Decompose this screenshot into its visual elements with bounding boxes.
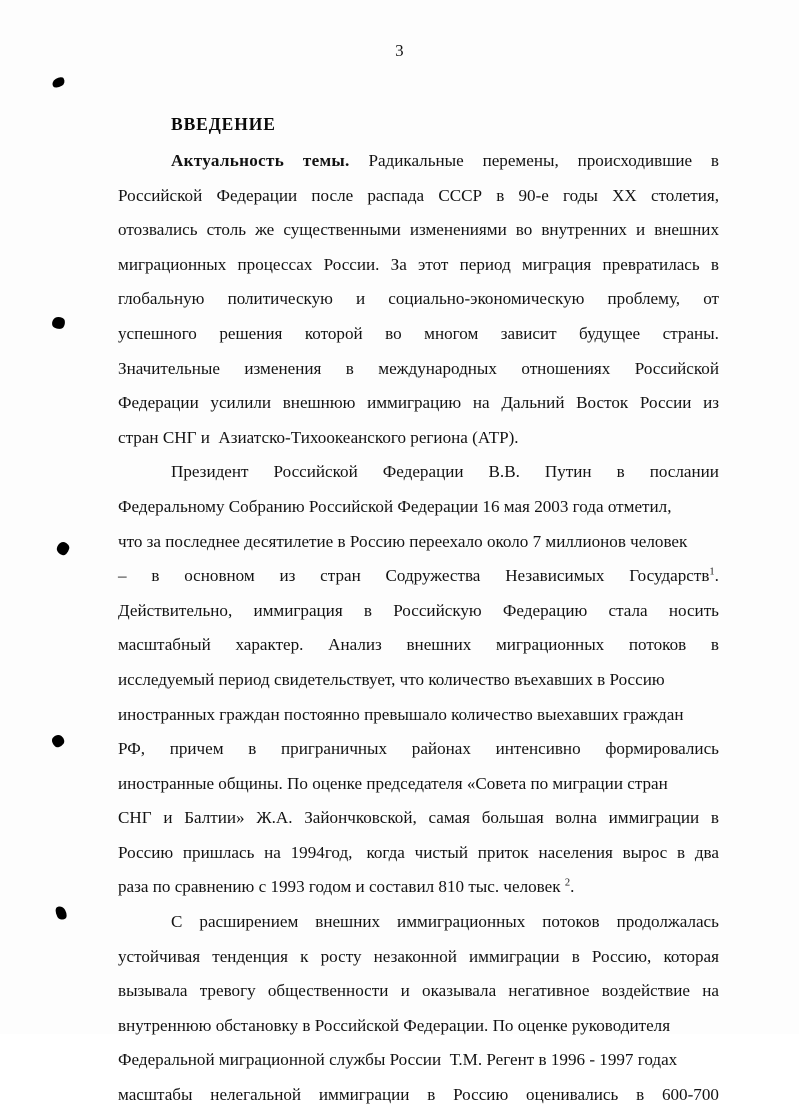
paragraph-2 [118, 455, 719, 905]
word: СССР [438, 185, 483, 205]
word: годы [563, 185, 598, 205]
word: Президент [171, 462, 249, 482]
word: и [163, 808, 173, 828]
word: Российской [273, 462, 358, 482]
scan-speck [55, 541, 70, 557]
word: XX [612, 185, 637, 205]
word: в [151, 566, 160, 586]
word: глобальную [118, 289, 205, 309]
word: существенными [283, 220, 401, 240]
word: к [300, 946, 309, 966]
word: в [710, 808, 719, 828]
word: РФ, [118, 739, 145, 759]
word: Путин [544, 462, 592, 482]
word: зависит [500, 323, 557, 343]
word: иммиграция [253, 600, 343, 620]
scan-speck [50, 733, 67, 750]
word: решения [219, 323, 283, 343]
word: воздействие [601, 981, 690, 1001]
word: в [677, 842, 686, 862]
word-with-footnote-marker: Государств$^1$. [629, 566, 719, 586]
word: Независимых [505, 566, 605, 586]
text-line [118, 317, 719, 352]
word: которая [663, 946, 719, 966]
word: России [639, 393, 692, 413]
footnote-marker: 2 [564, 877, 571, 889]
word: из [703, 393, 719, 413]
word: в [345, 358, 354, 378]
word: масштабы [118, 1085, 193, 1105]
word: внешних [654, 220, 719, 240]
word: и [635, 220, 646, 240]
word: от [703, 289, 719, 309]
word: расширением [199, 912, 299, 932]
word: политическую [227, 289, 333, 309]
word: миграция [522, 254, 592, 274]
text-line [118, 767, 719, 802]
word: негативное [508, 981, 590, 1001]
word: 90-е [518, 185, 549, 205]
word: населения [538, 842, 613, 862]
word: Федеральной миграционной службы России Т.М. Регент в 1996 - 1997 годах [118, 1050, 678, 1070]
word: во [515, 220, 533, 240]
word: России. [323, 254, 380, 274]
word: 600-700 [661, 1085, 719, 1105]
word: иммиграции [608, 808, 700, 828]
word: два [694, 842, 719, 862]
word: тенденция [212, 946, 289, 966]
word: усилили [210, 393, 272, 413]
word: интенсивно [495, 739, 581, 759]
paragraph-1 [118, 144, 719, 455]
word: процессах [237, 254, 313, 274]
word: на [702, 981, 719, 1001]
word: За [390, 254, 407, 274]
word: в [427, 1085, 436, 1105]
word: характер. [235, 635, 304, 655]
word: послании [649, 462, 719, 482]
word: Значительные [118, 358, 220, 378]
word: приток [477, 842, 529, 862]
word: когда [362, 842, 405, 862]
word: в [248, 739, 257, 759]
word: изменениями [409, 220, 507, 240]
word: приграничных [281, 739, 388, 759]
word: Российской [634, 358, 719, 378]
text-line [118, 1078, 719, 1113]
text-line [118, 559, 719, 594]
word: волна [555, 808, 597, 828]
scan-speck [51, 75, 67, 89]
word: перемены, [482, 151, 559, 170]
word: внешнюю [282, 393, 356, 413]
word: основном [184, 566, 255, 586]
word: Ж.А. [256, 808, 293, 828]
word: будущее [579, 323, 641, 343]
word: Федерации [382, 462, 464, 482]
text-line [118, 870, 719, 905]
word: успешного [118, 323, 197, 343]
text-line [118, 525, 719, 560]
word: миграционных [495, 635, 605, 655]
word: общественности [267, 981, 389, 1001]
word: потоков [542, 912, 600, 932]
word: происходившие [577, 151, 693, 170]
word: что за последнее десятилетие в Россию переехало около 7 миллионов человек [118, 531, 688, 551]
word: Россию, [591, 946, 652, 966]
word: самая [428, 808, 471, 828]
word: масштабный [118, 635, 211, 655]
text-line [118, 421, 719, 456]
text-line [118, 248, 719, 283]
text-line [118, 732, 719, 767]
text-line [118, 144, 719, 179]
word: во [385, 323, 402, 343]
word: этот [418, 254, 449, 274]
word: столь [206, 220, 247, 240]
word: потоков [628, 635, 687, 655]
word: иммиграционных [397, 912, 526, 932]
word: Дальний [501, 393, 565, 413]
word: Федеральному Собранию Российской Федерации 16 мая 2003 года отметил, [118, 496, 672, 516]
text-line [118, 386, 719, 421]
word: страны. [662, 323, 719, 343]
word: международных [378, 358, 497, 378]
word: оказывала [422, 981, 497, 1001]
word: внутренних [541, 220, 627, 240]
word: социально-экономическую [388, 289, 585, 309]
word: вызывала [118, 981, 188, 1001]
word: – [118, 566, 127, 586]
text-line [118, 940, 719, 975]
word: устойчивая [118, 946, 201, 966]
text-line [118, 179, 719, 214]
footnote-marker: 1 [709, 566, 715, 578]
word: Российской [118, 185, 203, 205]
word: же [255, 220, 275, 240]
word: внутреннюю обстановку в Российской Федерации. По оценке руководителя [118, 1015, 671, 1035]
word: превратилась [602, 254, 700, 274]
word: Содружества [385, 566, 481, 586]
word: изменения [244, 358, 322, 378]
text-line [118, 352, 719, 387]
word: и [400, 981, 410, 1001]
word: в [496, 185, 505, 205]
word: районах [411, 739, 471, 759]
word: отозвались [118, 220, 198, 240]
word: после [311, 185, 354, 205]
word: С [171, 912, 183, 932]
text-line [118, 628, 719, 663]
word: столетия, [650, 185, 719, 205]
word: носить [668, 600, 719, 620]
word: иммиграцию [367, 393, 462, 413]
text-line [118, 490, 719, 525]
text-line [118, 1009, 719, 1044]
word: причем [169, 739, 224, 759]
word: Восток [576, 393, 629, 413]
word: формировались [605, 739, 719, 759]
text-line [118, 663, 719, 698]
word: незаконной [373, 946, 457, 966]
word: Федерацию [502, 600, 588, 620]
word: иностранных граждан постоянно превышало количество выехавших граждан [118, 704, 684, 724]
word: продолжалась [616, 912, 719, 932]
word: большая [481, 808, 544, 828]
word: 1994год, [290, 842, 353, 862]
word: иностранные общины. По оценке председателя «Совета по миграции стран [118, 773, 668, 793]
word: в [571, 946, 580, 966]
word: оценивались [526, 1085, 619, 1105]
text-line [118, 282, 719, 317]
word: Действительно, [118, 600, 233, 620]
word: из [279, 566, 296, 586]
word: иммиграции [318, 1085, 410, 1105]
text-line [118, 455, 719, 490]
word: В.В. [488, 462, 520, 482]
word: стала [608, 600, 648, 620]
word: пришлась [182, 842, 255, 862]
word: период [459, 254, 511, 274]
word: тревогу [199, 981, 256, 1001]
line-with-footnote-marker: раза по сравнению с 1993 годом и составил 810 тыс. человек $^2$. [118, 877, 575, 897]
page-number: 3 [395, 41, 404, 60]
word: проблему, [607, 289, 681, 309]
word: на [472, 393, 490, 413]
word: в [636, 1085, 645, 1105]
word: и [356, 289, 366, 309]
word: нелегальной [210, 1085, 302, 1105]
word: Россию [118, 842, 174, 862]
word: внешних [315, 912, 381, 932]
scan-speck [51, 316, 65, 329]
text-line [118, 1043, 719, 1078]
text-line [118, 213, 719, 248]
word: исследуемый период свидетельствует, что количество въехавших в Россию [118, 669, 665, 689]
word: Анализ [328, 635, 382, 655]
word: иммиграции [469, 946, 560, 966]
text-line [118, 698, 719, 733]
word: Зайончковской, [304, 808, 417, 828]
word: стран СНГ и Азиатско-Тихоокеанского региона (АТР). [118, 427, 519, 447]
text-line [118, 801, 719, 836]
word: многом [424, 323, 479, 343]
word: Российскую [393, 600, 482, 620]
scan-speck [53, 904, 68, 921]
lead-bold-word: темы. [302, 151, 350, 170]
word: Балтии» [184, 808, 245, 828]
word: СНГ [118, 808, 152, 828]
word: в [616, 462, 625, 482]
body-text-column [118, 108, 719, 1113]
word: которой [304, 323, 363, 343]
word: распада [367, 185, 425, 205]
word: Радикальные [368, 151, 464, 170]
word: в [363, 600, 372, 620]
text-line [118, 836, 719, 871]
lead-bold-word: Актуальность [171, 151, 285, 170]
word: чистый [414, 842, 469, 862]
word: Россию [453, 1085, 509, 1105]
word: Федерации [118, 393, 199, 413]
text-line [118, 594, 719, 629]
section-heading-introduction: ВВЕДЕНИЕ [171, 114, 276, 134]
word: Федерации [216, 185, 298, 205]
word: миграционных [118, 254, 227, 274]
paragraph-3 [118, 905, 719, 1113]
text-line [118, 974, 719, 1009]
word: внешних [406, 635, 472, 655]
text-line [118, 905, 719, 940]
word: в [710, 254, 719, 274]
word: на [264, 842, 281, 862]
word: вырос [622, 842, 668, 862]
word: стран [320, 566, 361, 586]
word: в [710, 635, 719, 655]
word: отношениях [521, 358, 611, 378]
word: росту [320, 946, 362, 966]
word: в [710, 151, 719, 170]
